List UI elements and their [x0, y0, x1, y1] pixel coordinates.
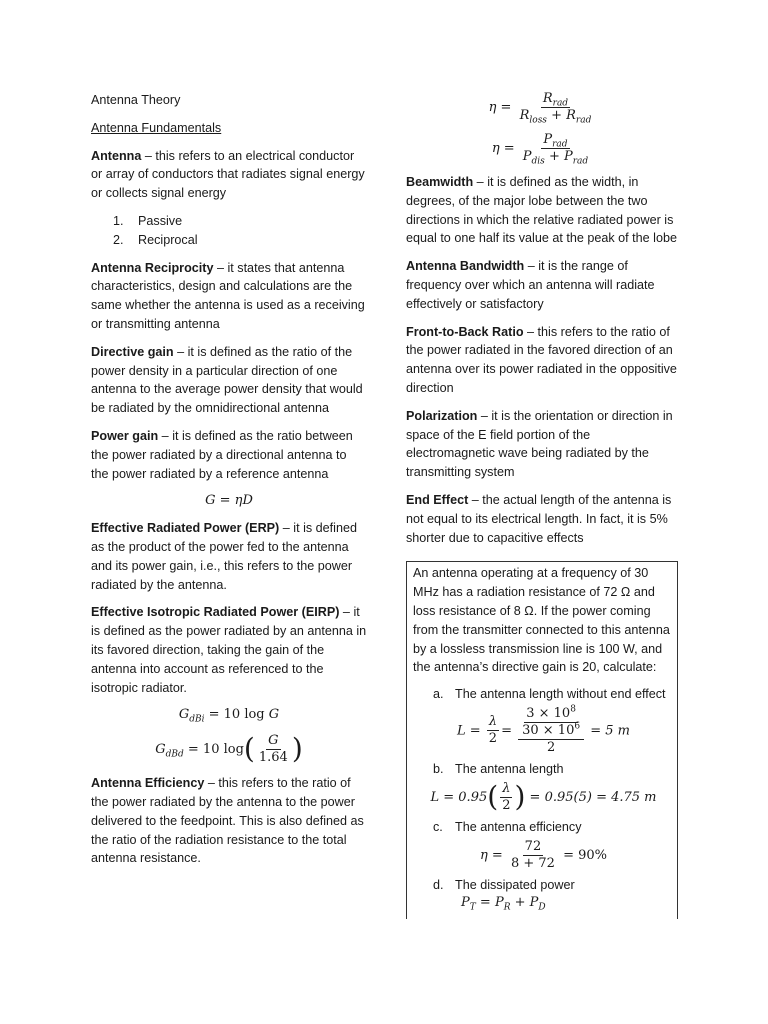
- list-item: 2. Reciprocal: [113, 232, 198, 247]
- antenna-definition: Antenna – this refers to an electrical conductor or array of conductors that radiates signal energy or collects signal energy: [91, 148, 365, 201]
- power-gain-definition: Power gain – it is defined as the ratio between the power radiated by a directional antenna to the power radiated by a reference antenna: [91, 428, 353, 481]
- left-column: [91, 91, 367, 877]
- eirp-definition: Effective Isotropic Radiated Power (EIRP) – it is defined as the power radiated by an antenna in its favored direction, taking the gain of the antenna into account as referenced to the isotropic radiator.: [91, 605, 367, 695]
- antenna-length-equation: L = 0.95( $\frac{\lambda}{2}$ ) = 0.95(5) = 4.75 m: [430, 779, 657, 813]
- document-title: Antenna Theory: [91, 93, 181, 107]
- section-heading: Antenna Fundamentals: [91, 120, 222, 135]
- reciprocity-definition: Antenna Reciprocity – it states that antenna characteristics, design and calculations are the same whether the antenna is used as a receiving or transmitting antenna: [91, 260, 365, 331]
- list-item: c. The antenna efficiency: [433, 819, 582, 834]
- directive-gain-definition: Directive gain – it is defined as the ratio of the power density in a particular direction of one antenna to the average power density that would be radiated by the omnidirectional antenna: [91, 344, 363, 416]
- right-column: [406, 91, 678, 919]
- term: Antenna: [91, 148, 142, 163]
- efficiency-result-equation: η = $\frac{72}{8 + 72}$ = 90%: [480, 838, 607, 871]
- list-item: b. The antenna length: [433, 761, 564, 776]
- example-problem-box: [406, 561, 678, 919]
- bandwidth-definition: Antenna Bandwidth – it is the range of frequency over which an antenna will radiate effectively or satisfactory: [406, 259, 655, 311]
- erp-definition: Effective Radiated Power (ERP) – it is defined as the product of the power fed to the antenna and its power gain, i.e., this refers to the power radiated by the antenna.: [91, 521, 357, 592]
- gdbd-equation: $G_{dBd} = 10$ log( $\frac{G}{1.64}$ ): [155, 732, 303, 766]
- efficiency-equation-power: η = $\frac{P_{rad}}{P_{dis} + P_{rad}}$: [491, 132, 589, 167]
- problem-items: [413, 685, 674, 704]
- gain-equation: G = ηD: [205, 493, 253, 509]
- list-item: d. The dissipated power: [433, 877, 575, 892]
- efficiency-definition: Antenna Efficiency – this refers to the ratio of the power radiated by the antenna to the power delivered to the feedpoint. This is also defined as the ratio of the radiation resistance to the total antenna resistance.: [91, 776, 364, 866]
- front-to-back-definition: Front-to-Back Ratio – this refers to the ratio of the power radiated in the favored direction of an antenna over its power radiated in the oppositive direction: [406, 324, 677, 395]
- length-equation: L = $\frac{\lambda}{2}$ = $\frac{\frac{3 \times 10^8}{30 \times 10^6}}{2}$ = 5 m: [457, 704, 630, 755]
- dissipated-power-equation: $P_T = P_R + P_D$: [461, 895, 546, 913]
- problem-statement: An antenna operating at a frequency of 30 MHz has a radiation resistance of 72 Ω and loss resistance of 8 Ω. If the power coming from the transmitter connected to this antenna by a lossless transmission line is 100 W, and the antenna’s directive gain is 20, calculate:: [413, 566, 670, 675]
- efficiency-equation-resistance: η = $\frac{R_{rad}}{R_{loss} + R_{rad}}$: [488, 91, 592, 126]
- list-item: 1. Passive: [113, 213, 183, 228]
- beamwidth-definition: Beamwidth – it is defined as the width, in degrees, of the major lobe between the two directions in which the relative radiated power is equal to one half its value at the peak of the lobe: [406, 175, 677, 246]
- gdbi-equation: $G_{dBi} = 10$ log G: [178, 707, 280, 725]
- list-item: a. The antenna length without end effect: [433, 687, 666, 702]
- polarization-definition: Polarization – it is the orientation or direction in space of the E field portion of the electromagnetic wave being radiated by the transmitting system: [406, 408, 673, 480]
- end-effect-definition: End Effect – the actual length of the antenna is not equal to its electrical length. In fact, it is 5% shorter due to capacitive effects: [406, 492, 672, 545]
- antenna-types-list: [91, 212, 367, 250]
